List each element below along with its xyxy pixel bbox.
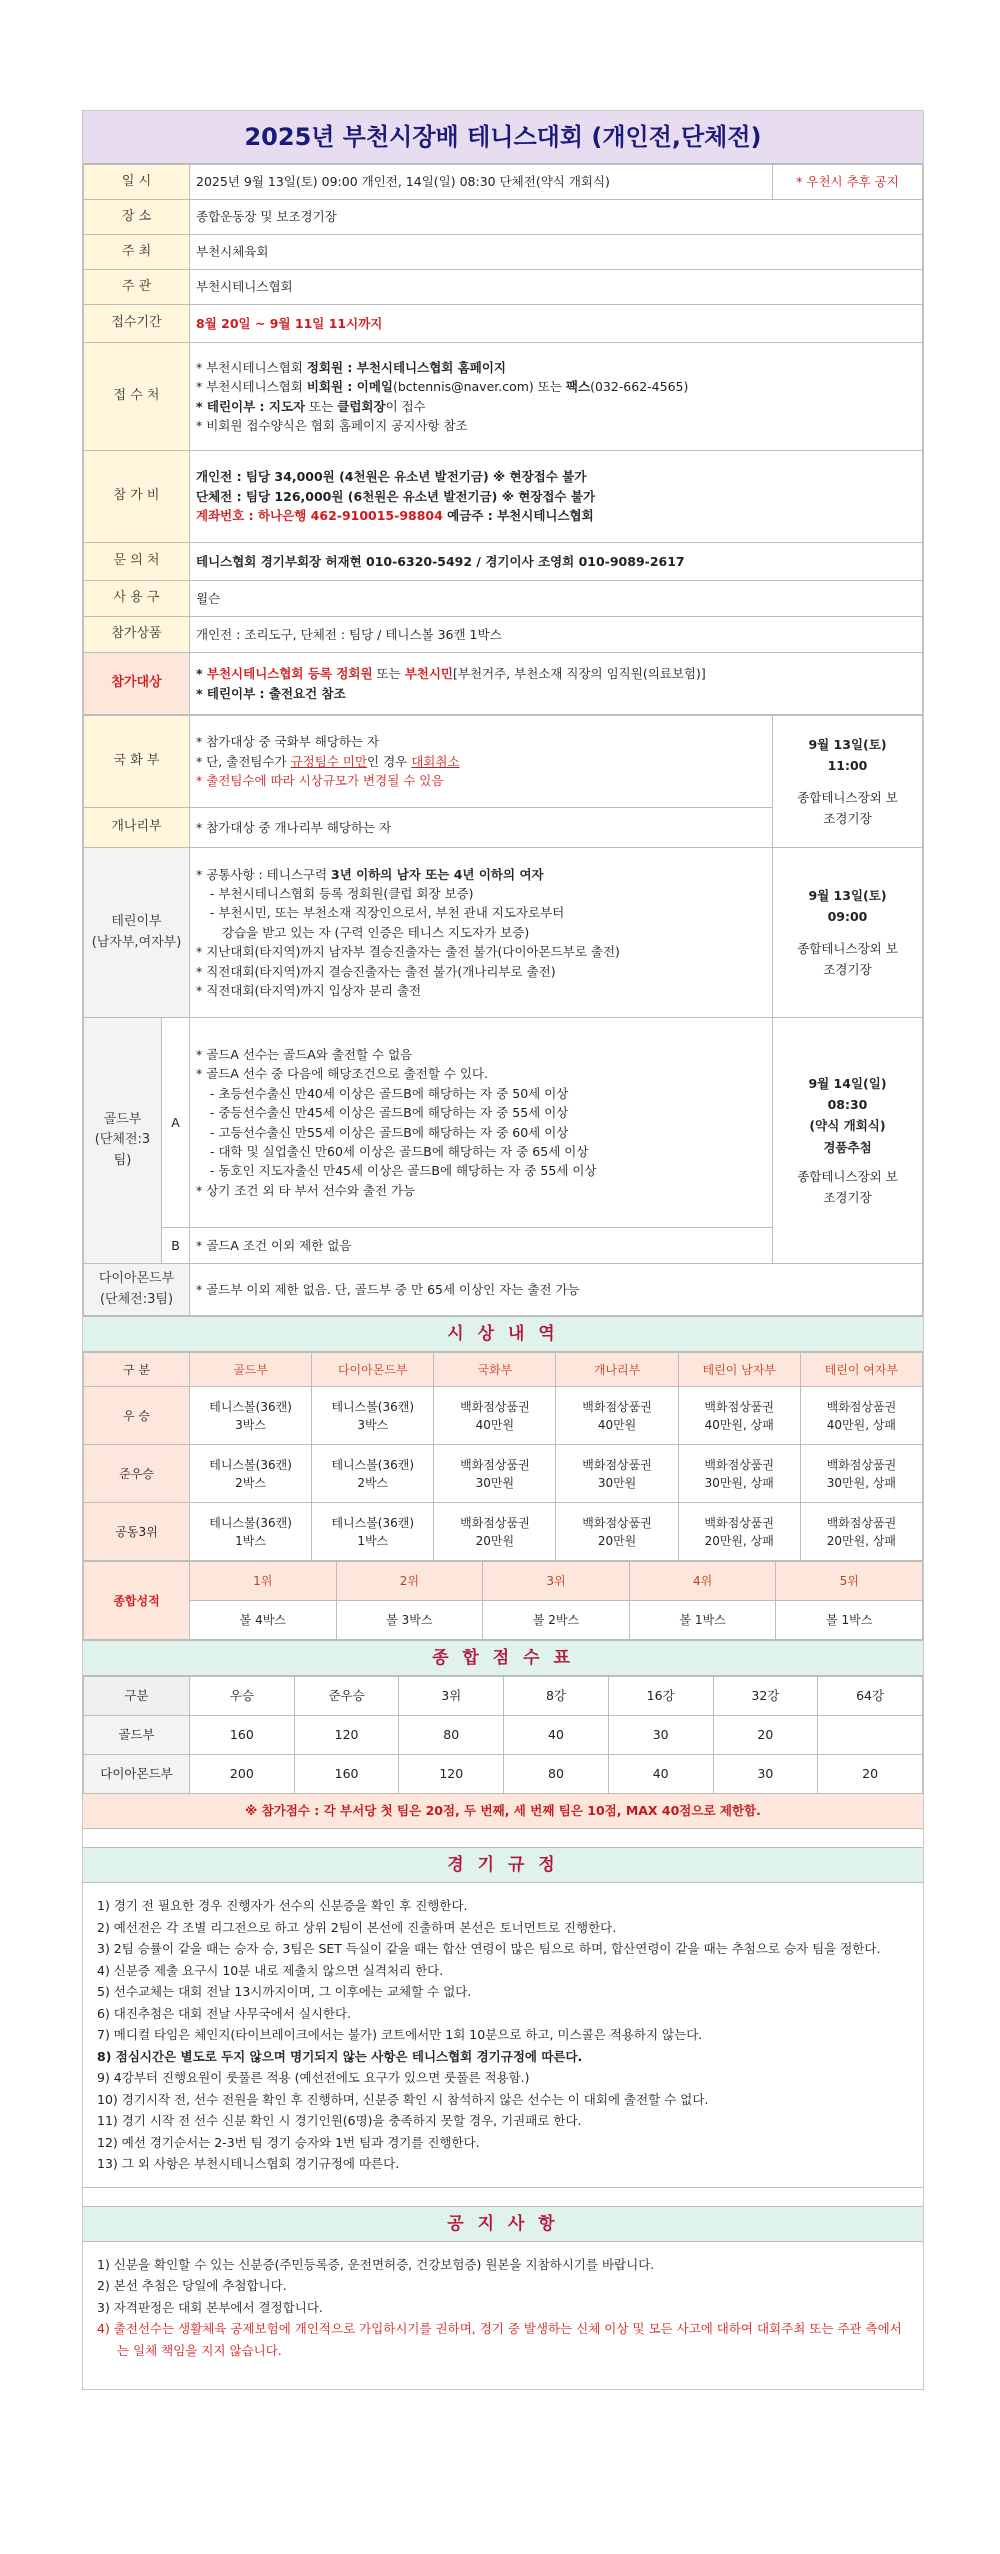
score-col: 32강 — [713, 1677, 818, 1716]
notice-item: 3) 자격판정은 대회 본부에서 결정합니다. — [97, 2299, 323, 2315]
date-label: 일 시 — [84, 165, 190, 200]
rule-item: 4) 신분증 제출 요구시 10분 내로 제출치 않으면 실격처리 한다. — [97, 1962, 444, 1978]
award-item: 백화점상품권 — [826, 1515, 897, 1530]
gold-label-main: 골드부 — [103, 1112, 142, 1128]
sun-date: 9월 14일(일) — [808, 1075, 887, 1091]
rule-item: 3) 2팀 승률이 같을 때는 승자 승, 3팀은 SET 득실이 같을 때는 합산 연령이 많은 팀으로 하며, 합산연령이 같을 때는 추첨으로 승자 팀을 정한다. — [97, 1941, 881, 1956]
award-amount: 40만원, 상패 — [826, 1417, 897, 1432]
score-cell: 120 — [399, 1755, 504, 1794]
fee-team-note: ※ 현장접수 불가 — [501, 488, 596, 504]
national-value — [190, 716, 773, 808]
awards-col-terini-women: 테린이 여자부 — [824, 1362, 899, 1377]
award-amount: 20만원 — [475, 1533, 515, 1548]
reception-line1b: 정회원 : 부천시테니스협회 홈페이지 — [306, 359, 506, 375]
national-label: 국 화 부 — [84, 716, 190, 808]
awards-col-gold: 골드부 — [233, 1362, 268, 1377]
elig-or: 또는 — [372, 666, 405, 682]
ball-label: 사 용 구 — [84, 581, 190, 617]
awards-col-national: 국화부 — [477, 1362, 513, 1377]
date-note: * 우천시 추후 공지 — [773, 165, 923, 200]
fee-individual-note: ※ 현장접수 불가 — [493, 469, 587, 485]
reception-value — [190, 343, 923, 451]
rules-section-title: 경 기 규 정 — [83, 1847, 923, 1883]
terini-label-sub: (남자부,여자부) — [91, 934, 182, 950]
award-amount: 40만원 — [475, 1417, 515, 1432]
national-line2d: 대회취소 — [411, 753, 460, 769]
reception-line3a: * 테린이부 : — [196, 398, 269, 414]
rule-item: 2) 예선전은 각 조별 리그전으로 하고 상위 2팀이 본선에 진출하며 본선은 토너먼트로 진행한다. — [97, 1919, 617, 1935]
score-row-label: 다이아몬드부 — [84, 1755, 190, 1794]
reception-line4: * 비회원 접수양식은 협회 홈페이지 공지사항 참조 — [196, 417, 468, 433]
notice-list — [83, 2242, 923, 2390]
terini-line6: * 직전대회(타지역)까지 입상자 분리 출전 — [196, 982, 422, 998]
reception-line3c: 또는 — [305, 398, 338, 414]
account-holder: 예금주 : 부천시테니스협회 — [442, 508, 594, 524]
award-amount: 40만원 — [597, 1417, 637, 1432]
award-item: 테니스볼(36캔) — [331, 1399, 415, 1414]
score-cell: 20 — [818, 1755, 923, 1794]
awards-row-label: 우 승 — [84, 1387, 190, 1445]
venue-label: 장 소 — [84, 200, 190, 235]
organizer-label: 주 관 — [84, 270, 190, 305]
national-line2c: 인 경우 — [367, 753, 412, 769]
award-amount: 40만원, 상패 — [704, 1417, 774, 1432]
rule-item: 9) 4강부터 진행요원이 룻풀른 적용 (예선전에도 요구가 있으면 룻풀른 적용함.) — [97, 2070, 530, 2085]
gift-label: 참가상품 — [84, 617, 190, 653]
score-cell: 20 — [713, 1716, 818, 1755]
score-col: 구분 — [84, 1677, 190, 1716]
overall-rank: 5위 — [776, 1562, 923, 1601]
page-title: 2025년 부천시장배 테니스대회 (개인전,단체전) — [83, 111, 923, 164]
awards-header-row — [84, 1353, 923, 1387]
awards-row-winner — [84, 1387, 923, 1445]
overall-prize: 볼 2박스 — [483, 1601, 630, 1640]
gift-value: 개인전 : 조리도구, 단체전 : 팀당 / 테니스볼 36캔 1박스 — [190, 617, 923, 653]
sat-place-b: 종합테니스장외 보조경기장 — [797, 940, 898, 977]
gold-a-line8: * 상기 조건 외 타 부서 선수와 출전 가능 — [196, 1182, 416, 1198]
schedule-sat-a — [773, 716, 923, 848]
award-amount: 3박스 — [357, 1417, 389, 1432]
awards-col-label: 구 분 — [84, 1353, 190, 1387]
award-item: 테니스볼(36캔) — [331, 1457, 415, 1472]
sat-date-a: 9월 13일(토) — [808, 737, 887, 752]
awards-row-label: 공동3위 — [84, 1503, 190, 1561]
fee-label: 참 가 비 — [84, 451, 190, 543]
award-amount: 20만원, 상패 — [826, 1533, 897, 1548]
overall-rank: 2위 — [336, 1562, 483, 1601]
score-cell: 80 — [399, 1716, 504, 1755]
elig-member: 부천시테니스협회 등록 정회원 — [206, 666, 373, 682]
score-cell: 160 — [294, 1755, 399, 1794]
national-line2b: 규정팀수 미만 — [290, 753, 368, 769]
score-cell: 200 — [190, 1755, 295, 1794]
awards-table — [83, 1352, 923, 1561]
award-item: 백화점상품권 — [460, 1515, 530, 1530]
gold-a-line5: - 고등선수출신 만55세 이상은 골드B에 해당하는 자 중 60세 이상 — [210, 1124, 569, 1140]
rule-item: 8) 점심시간은 별도로 두지 않으며 명기되지 않는 사항은 테니스협회 경기규정에 따른다. — [97, 2048, 583, 2064]
score-col: 8강 — [504, 1677, 609, 1716]
overall-rank: 4위 — [629, 1562, 776, 1601]
award-amount: 2박스 — [235, 1475, 266, 1490]
terini-value — [190, 848, 773, 1018]
award-amount: 2박스 — [357, 1475, 389, 1490]
award-item: 테니스볼(36캔) — [209, 1457, 292, 1472]
host-label: 주 최 — [84, 235, 190, 270]
score-cell: 40 — [608, 1755, 713, 1794]
reception-email: (bctennis@naver.com) 또는 — [392, 379, 566, 395]
elig-citizen-detail: [부천거주, 부천소재 직장의 임직원(의료보험)] — [453, 666, 706, 682]
sun-place: 종합테니스장외 보조경기장 — [797, 1168, 898, 1205]
award-amount: 1박스 — [357, 1533, 389, 1548]
award-item: 백화점상품권 — [460, 1399, 530, 1414]
rule-item: 12) 예선 경기순서는 2-3번 팀 경기 승자와 1번 팀과 경기를 진행한다. — [97, 2134, 480, 2150]
score-cell: 30 — [608, 1716, 713, 1755]
reception-line3d: 클럽회장 — [337, 398, 386, 414]
award-amount: 30만원 — [475, 1475, 515, 1490]
diamond-label-sub: (단체전:3팀) — [99, 1291, 174, 1307]
period-label: 접수기간 — [84, 305, 190, 343]
terini-line4: * 지난대회(타지역)까지 남자부 결승진출자는 출전 불가(다이아몬드부로 출전) — [196, 944, 620, 960]
award-item: 백화점상품권 — [704, 1457, 774, 1472]
sun-raffle: 경품추첨 — [823, 1139, 872, 1155]
score-table — [83, 1676, 923, 1794]
score-col: 64강 — [818, 1677, 923, 1716]
overall-rank: 1위 — [190, 1562, 337, 1601]
terini-line3b: 강습을 받고 있는 자 (구력 인증은 테니스 지도자가 보증) — [222, 924, 530, 940]
award-amount: 30만원, 상패 — [704, 1475, 774, 1490]
forsythia-label: 개나리부 — [84, 808, 190, 848]
diamond-value: * 골드부 이외 제한 없음. 단, 골드부 중 만 65세 이상인 자는 출전 가능 — [190, 1264, 923, 1316]
rule-item: 6) 대진추첨은 대회 전날 사무국에서 실시한다. — [97, 2005, 352, 2021]
award-item: 백화점상품권 — [460, 1457, 530, 1472]
reception-line3e: 이 접수 — [385, 398, 426, 414]
fee-team: 단체전 : 팀당 126,000원 (6천원은 유소년 발전기금) — [196, 488, 502, 504]
notice-item: 4) 출전선수는 생활체육 공제보험에 개인적으로 가입하시기를 권하며, 경기 중 발생하는 신체 이상 및 모든 사고에 대하여 대회주최 또는 주관 측에서는 일체 책임을 지지 않습니다. — [97, 2321, 902, 2358]
terini-line2: - 부천시테니스협회 등록 정회원(클럽 회장 보증) — [210, 886, 474, 902]
gold-a-line3: - 초등선수출신 만40세 이상은 골드B에 해당하는 자 중 50세 이상 — [210, 1085, 569, 1101]
notice-item: 2) 본선 추첨은 당일에 추첨합니다. — [97, 2278, 287, 2293]
awards-col-terini-men: 테린이 남자부 — [702, 1362, 776, 1377]
awards-section-title: 시 상 내 역 — [83, 1316, 923, 1352]
schedule-sat-b — [773, 848, 923, 1018]
sat-time-a: 11:00 — [827, 758, 868, 774]
gold-label — [84, 1018, 162, 1264]
score-cell: 160 — [190, 1716, 295, 1755]
award-amount: 30만원 — [597, 1475, 637, 1490]
gold-a-line4: - 중등선수출신 만45세 이상은 골드B에 해당하는 자 중 55세 이상 — [210, 1105, 569, 1121]
award-item: 테니스볼(36캔) — [209, 1515, 292, 1530]
awards-row-label: 준우승 — [84, 1445, 190, 1503]
score-col: 준우승 — [294, 1677, 399, 1716]
date-value: 2025년 9월 13일(토) 09:00 개인전, 14일(일) 08:30 단체전(약식 개회식) — [190, 165, 773, 200]
national-line3: * 출전팀수에 따라 시상규모가 변경될 수 있음 — [196, 773, 444, 789]
rules-list — [83, 1883, 923, 2187]
contact-value: 테니스협회 경기부회장 허재현 010-6320-5492 / 경기이사 조영희 010-9089-2617 — [190, 543, 923, 581]
gold-a-value — [190, 1018, 773, 1228]
overall-label: 종합성적 — [84, 1562, 190, 1640]
terini-label-main: 테린이부 — [111, 914, 162, 930]
diamond-label — [84, 1264, 190, 1316]
notice-item: 1) 신분을 확인할 수 있는 신분증(주민등록증, 운전면허증, 건강보험증) 원본을 지참하시기를 바랍니다. — [97, 2256, 655, 2272]
awards-col-diamond: 다이아몬드부 — [337, 1362, 408, 1377]
notice-section-title: 공 지 사 항 — [83, 2206, 923, 2242]
gold-b-value: * 골드A 조건 이외 제한 없음 — [190, 1228, 773, 1264]
reception-label: 접 수 처 — [84, 343, 190, 451]
host-value: 부천시체육회 — [190, 235, 923, 270]
score-header-row — [84, 1677, 923, 1716]
reception-line2b: 비회원 : — [306, 379, 357, 395]
award-item: 백화점상품권 — [704, 1515, 774, 1530]
overall-prize: 볼 1박스 — [776, 1601, 923, 1640]
score-cell: 120 — [294, 1716, 399, 1755]
elig-bullet: * — [196, 666, 207, 682]
period-value: 8월 20일 ~ 9월 11일 11시까지 — [190, 305, 923, 343]
awards-row-runnerup — [84, 1445, 923, 1503]
eligibility-value — [190, 653, 923, 715]
award-amount: 1박스 — [235, 1533, 266, 1548]
terini-line1a: * 공통사항 : 테니스구력 — [196, 866, 332, 882]
contact-label: 문 의 처 — [84, 543, 190, 581]
sat-place-a: 종합테니스장외 보조경기장 — [797, 789, 898, 826]
score-note: ※ 참가점수 : 각 부서당 첫 팀은 20점, 두 번째, 세 번째 팀은 10점, MAX 40점으로 제한함. — [83, 1794, 923, 1829]
sat-time-b: 09:00 — [827, 909, 868, 925]
gold-a-line7: - 동호인 지도자출신 만45세 이상은 골드B에 해당하는 자 중 55세 이상 — [210, 1163, 597, 1179]
rule-item: 5) 선수교체는 대회 전날 13시까지이며, 그 이후에는 교체할 수 없다. — [97, 1984, 472, 1999]
reception-fax-label: 팩스 — [565, 379, 591, 395]
account-number: 하나은행 462-910015-98804 — [258, 508, 443, 524]
info-table — [83, 164, 923, 715]
overall-prize: 볼 3박스 — [336, 1601, 483, 1640]
organizer-value: 부천시테니스협회 — [190, 270, 923, 305]
overall-rank: 3위 — [483, 1562, 630, 1601]
reception-line2a: * 부천시테니스협회 — [196, 379, 307, 395]
award-item: 백화점상품권 — [582, 1457, 652, 1472]
overall-prize: 볼 1박스 — [629, 1601, 776, 1640]
award-amount: 20만원 — [597, 1533, 637, 1548]
score-cell: 80 — [504, 1755, 609, 1794]
diamond-label-main: 다이아몬드부 — [98, 1271, 175, 1287]
rule-item: 11) 경기 시작 전 선수 신분 확인 시 경기인원(6명)을 충족하지 못할 경우, 기권패로 한다. — [97, 2113, 582, 2128]
gold-b-label: B — [162, 1228, 190, 1264]
elig-citizen: 부천시민 — [404, 666, 453, 682]
gold-a-label: A — [162, 1018, 190, 1228]
score-col: 3위 — [399, 1677, 504, 1716]
division-table — [83, 715, 923, 1316]
ball-value: 윌슨 — [190, 581, 923, 617]
venue-value: 종합운동장 및 보조경기장 — [190, 200, 923, 235]
reception-email-label: 이메일 — [356, 379, 393, 395]
terini-line1b: 3년 이하의 남자 또는 4년 이하의 여자 — [331, 866, 544, 882]
award-item: 백화점상품권 — [826, 1399, 897, 1414]
award-item: 테니스볼(36캔) — [331, 1515, 415, 1530]
terini-line3: - 부천시민, 또는 부천소재 직장인으로서, 부천 관내 지도자로부터 — [210, 905, 565, 921]
fee-value — [190, 451, 923, 543]
rule-item: 1) 경기 전 필요한 경우 진행자가 선수의 신분증을 확인 후 진행한다. — [97, 1898, 468, 1913]
rule-item: 13) 그 외 사항은 부천시테니스협회 경기규정에 따른다. — [97, 2156, 400, 2171]
award-item: 백화점상품권 — [826, 1457, 897, 1472]
eligibility-label: 참가대상 — [84, 653, 190, 715]
score-cell: 30 — [713, 1755, 818, 1794]
national-line1: * 참가대상 중 국화부 해당하는 자 — [196, 734, 380, 750]
fee-individual: 개인전 : 팀당 34,000원 (4천원은 유소년 발전기금) — [196, 469, 494, 485]
reception-fax: (032-662-4565) — [590, 379, 689, 395]
gold-a-line2: * 골드A 선수 중 다음에 해당조건으로 출전할 수 있다. — [196, 1066, 489, 1082]
gold-a-line6: - 대학 및 실업출신 만60세 이상은 골드B에 해당하는 자 중 65세 이상 — [210, 1143, 589, 1159]
award-amount: 20만원, 상패 — [704, 1533, 774, 1548]
score-row-gold — [84, 1716, 923, 1755]
schedule-sun — [773, 1018, 923, 1264]
gold-label-sub: (단체전:3팀) — [94, 1132, 151, 1168]
terini-label — [84, 848, 190, 1018]
elig-terini: * 테린이부 : 출전요건 참조 — [196, 685, 346, 701]
gold-a-line1: * 골드A 선수는 골드A와 출전할 수 없음 — [196, 1047, 413, 1062]
national-line2a: * 단, 출전팀수가 — [196, 753, 291, 769]
score-row-label: 골드부 — [84, 1716, 190, 1755]
rule-item: 7) 메디컬 타임은 체인지(타이브레이크에서는 불가) 코트에서만 1회 10분으로 하고, 미스콜은 적용하지 않는다. — [97, 2027, 703, 2042]
account-label: 계좌번호 : — [196, 508, 259, 524]
forsythia-value: * 참가대상 중 개나리부 해당하는 자 — [190, 808, 773, 848]
score-cell: 40 — [504, 1716, 609, 1755]
overall-prize: 볼 4박스 — [190, 1601, 337, 1640]
award-item: 테니스볼(36캔) — [209, 1399, 292, 1414]
score-row-diamond — [84, 1755, 923, 1794]
award-amount: 30만원, 상패 — [826, 1475, 897, 1490]
tournament-notice — [82, 110, 924, 2390]
awards-col-forsythia: 개나리부 — [593, 1362, 641, 1377]
score-cell — [818, 1716, 923, 1755]
reception-line3b: 지도자 — [268, 398, 306, 414]
score-col: 우승 — [190, 1677, 295, 1716]
award-item: 백화점상품권 — [582, 1399, 652, 1414]
reception-line1a: * 부천시테니스협회 — [196, 359, 307, 375]
terini-line5: * 직전대회(타지역)까지 결승진출자는 출전 불가(개나리부로 출전) — [196, 963, 556, 979]
score-col: 16강 — [608, 1677, 713, 1716]
score-section-title: 종 합 점 수 표 — [83, 1640, 923, 1676]
rule-item: 10) 경기시작 전, 선수 전원을 확인 후 진행하며, 신분증 확인 시 참석하지 않은 선수는 이 대회에 출전할 수 없다. — [97, 2091, 709, 2107]
sun-ceremony: (약식 개회식) — [809, 1118, 886, 1134]
award-item: 백화점상품권 — [582, 1515, 652, 1530]
award-amount: 3박스 — [235, 1417, 266, 1432]
award-item: 백화점상품권 — [704, 1399, 774, 1414]
sat-date-b: 9월 13일(토) — [808, 888, 887, 903]
awards-row-third — [84, 1503, 923, 1561]
sun-time: 08:30 — [827, 1097, 868, 1112]
overall-table — [83, 1561, 923, 1640]
